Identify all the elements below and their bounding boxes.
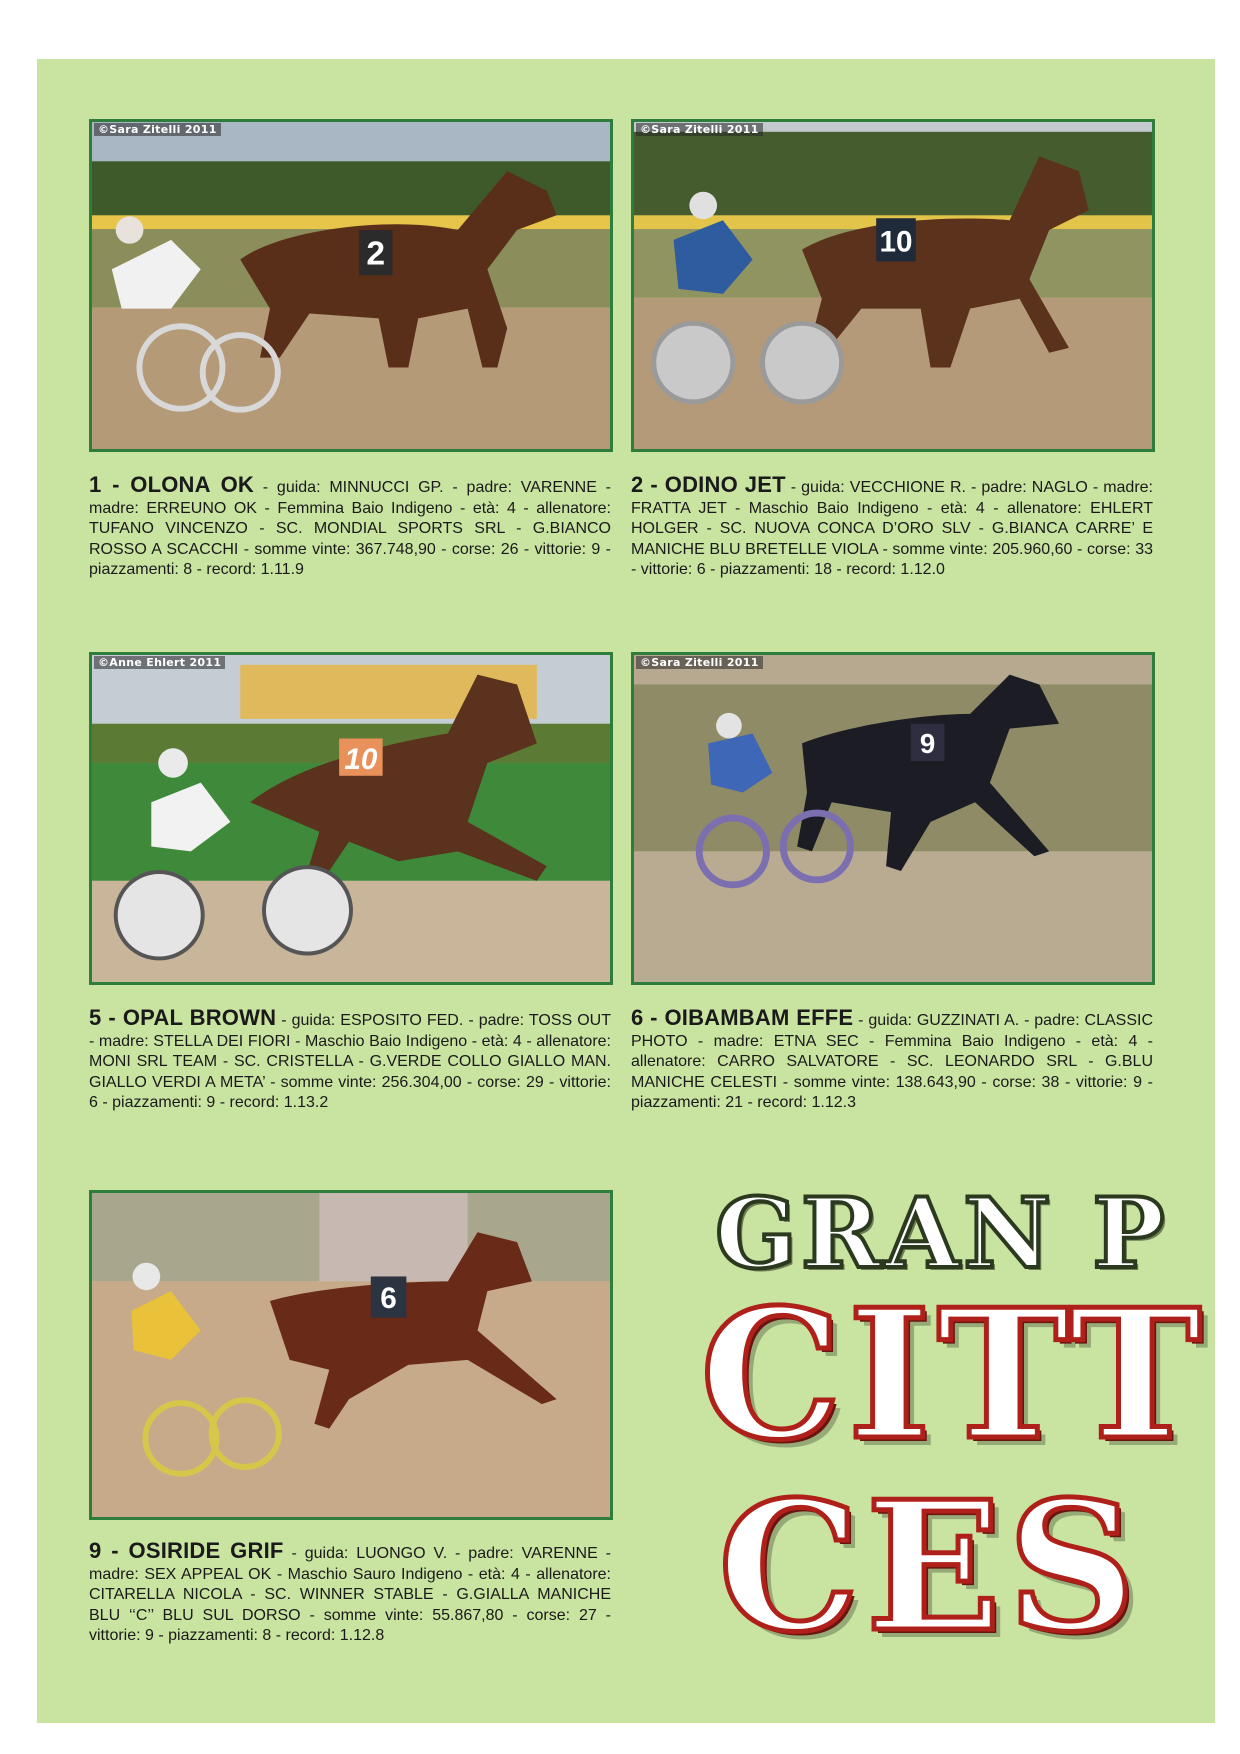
horse-caption-1 — [89, 472, 612, 581]
horse-photo-5 — [89, 1190, 613, 1520]
horse-photo-2 — [631, 119, 1155, 452]
number-badge: 2 — [366, 235, 386, 273]
photo-credit: ©Sara Zitelli 2011 — [94, 123, 221, 136]
title-line-2: CITT — [700, 1270, 1208, 1479]
horse-caption-3 — [89, 1005, 611, 1114]
photo-credit: ©Anne Ehlert 2011 — [94, 656, 225, 669]
horse-name: 5 - OPAL BROWN — [89, 1005, 277, 1030]
horse-name: 9 - OSIRIDE GRIF — [89, 1538, 284, 1563]
title-line-1: GRAN P — [715, 1177, 1169, 1290]
photo-credit: ©Sara Zitelli 2011 — [636, 123, 763, 136]
number-badge: 9 — [919, 728, 936, 760]
title-block — [650, 1150, 1215, 1720]
horse-caption-2 — [631, 472, 1153, 581]
horse-details: - guida: MINNUCCI GP. - padre: VARENNE - madre: ERREUNO OK - Femmina Baio Indigeno - età: 4 - allenatore: TUFANO VINCENZO - SC. MONDIAL SPORTS SRL - G.BIANCO ROSSO A SCACCHI - somme vinte: 367.748,90 - corse: 26 - vittorie: 9 - piazzamenti: 8 - record: 1.11.9 — [89, 479, 612, 578]
number-badge: 10 — [879, 225, 913, 259]
horse-name: 2 - ODINO JET — [631, 472, 786, 497]
horse-name: 1 - OLONA OK — [89, 472, 254, 497]
photo-credit: ©Sara Zitelli 2011 — [636, 656, 763, 669]
horse-caption-5 — [89, 1538, 612, 1647]
horse-details: - guida: VECCHIONE R. - padre: NAGLO - madre: FRATTA JET - Maschio Baio Indigeno - età: 4 - allenatore: EHLERT HOLGER - SC. NUOVA CONCA D’ORO SLV - G.BIANCA CARRE’ E MANICHE BLU BRETELLE VIOLA - somme vinte: 205.960,60 - corse: 33 - vittorie: 6 - piazzamenti: 18 - record: 1.12.0 — [631, 479, 1153, 578]
number-badge: 10 — [344, 742, 378, 776]
horse-details: - guida: LUONGO V. - padre: VARENNE - madre: SEX APPEAL OK - Maschio Sauro Indigeno - età: 4 - allenatore: CITARELLA NICOLA - SC. WINNER STABLE - G.GIALLA MANICHE BLU ‘‘C’’ BLU SUL DORSO - somme vinte: 55.867,80 - corse: 27 - vittorie: 9 - piazzamenti: 8 - record: 1.12.8 — [89, 1545, 612, 1644]
horse-details: - guida: ESPOSITO FED. - padre: TOSS OUT - madre: STELLA DEI FIORI - Maschio Baio Indigeno - età: 4 - allenatore: MONI SRL TEAM - SC. CRISTELLA - G.VERDE COLLO GIALLO MAN. GIALLO VERDI A META’ - somme vinte: 256.304,00 - corse: 29 - vittorie: 6 - piazzamenti: 9 - record: 1.13.2 — [89, 1012, 611, 1111]
horse-photo-3 — [89, 652, 613, 985]
number-badge: 6 — [380, 1281, 397, 1315]
horse-photo-4 — [631, 652, 1155, 985]
horse-details: - guida: GUZZINATI A. - padre: CLASSIC PHOTO - madre: ETNA SEC - Femmina Baio Indigeno - età: 4 - allenatore: CARRO SALVATORE - SC. LEONARDO SRL - G.BLU MANICHE CELESTI - somme vinte: 138.643,90 - corse: 38 - vittorie: 9 - piazzamenti: 21 - record: 1.12.3 — [631, 1012, 1154, 1111]
horse-name: 6 - OIBAMBAM EFFE — [631, 1005, 854, 1030]
horse-caption-4 — [631, 1005, 1154, 1114]
title-line-3: CES — [718, 1462, 1142, 1671]
horse-photo-1 — [89, 119, 613, 452]
